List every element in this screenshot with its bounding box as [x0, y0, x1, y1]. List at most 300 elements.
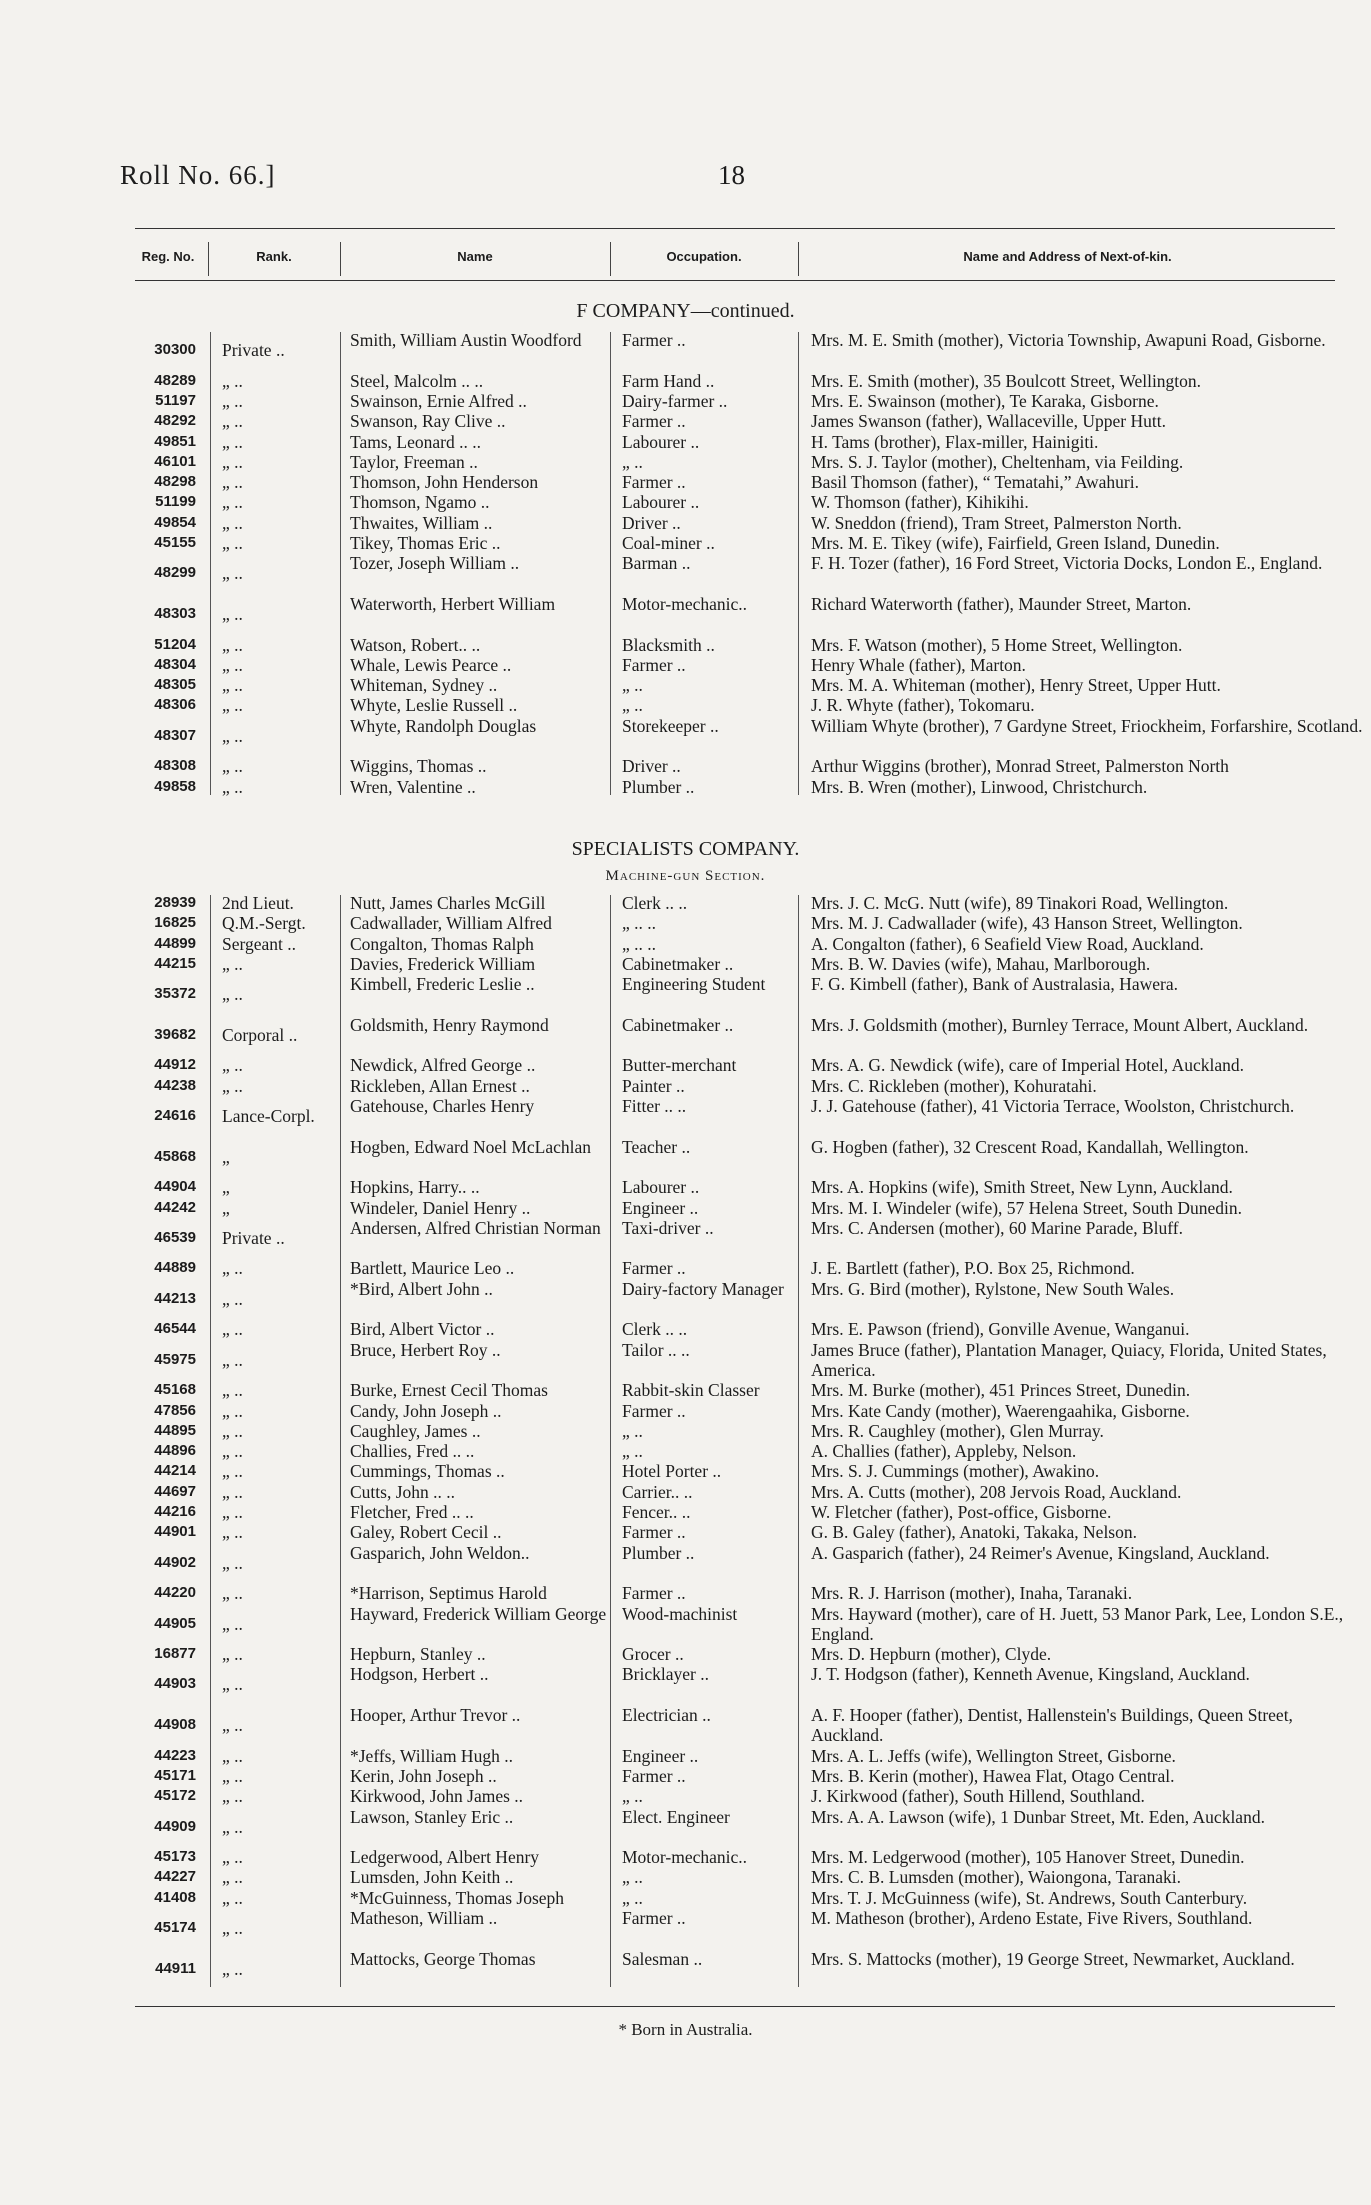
- table-row: [0, 1664, 1371, 1704]
- reg-no-cell: 45172: [154, 1787, 196, 1805]
- occupation-cell: Driver ..: [622, 756, 681, 777]
- table-row: [0, 1482, 1371, 1502]
- occupation-cell: Farmer ..: [622, 654, 686, 675]
- name-cell: Congalton, Thomas Ralph: [350, 933, 534, 954]
- occupation-cell: Storekeeper ..: [622, 715, 719, 736]
- next-of-kin-cell: Mrs. B. Wren (mother), Linwood, Christchurch.: [811, 776, 1148, 797]
- rank-cell: „: [222, 1197, 230, 1218]
- name-cell: Ledgerwood, Albert Henry: [350, 1847, 540, 1868]
- rank-cell: „ ..: [222, 603, 243, 624]
- rank-cell: „ ..: [222, 1887, 243, 1908]
- rank-cell: „ ..: [222, 533, 243, 553]
- next-of-kin-cell: Mrs. E. Swainson (mother), Te Karaka, Gisborne.: [811, 390, 1159, 411]
- reg-no-cell: 44901: [154, 1523, 196, 1541]
- table-row: [0, 1137, 1371, 1177]
- name-cell: Swanson, Ray Clive ..: [350, 411, 506, 432]
- next-of-kin-cell: Mrs. R. J. Harrison (mother), Inaha, Taranaki.: [811, 1583, 1133, 1604]
- name-cell: Whale, Lewis Pearce ..: [350, 654, 512, 675]
- table-row: [0, 1177, 1371, 1197]
- rank-cell: „ ..: [222, 1075, 243, 1096]
- next-of-kin-cell: F. H. Tozer (father), 16 Ford Street, Victoria Docks, London E., England.: [811, 553, 1323, 574]
- occupation-cell: Carrier.. ..: [622, 1481, 693, 1502]
- next-of-kin-cell: Henry Whale (father), Marton.: [811, 654, 1026, 675]
- table-row: [0, 1543, 1371, 1583]
- reg-no-cell: 45174: [154, 1919, 196, 1936]
- reg-no-cell: 30300: [154, 341, 196, 358]
- occupation-cell: Dairy-farmer ..: [622, 390, 728, 411]
- reg-no-cell: 49851: [154, 432, 196, 450]
- table-row: [0, 1847, 1371, 1867]
- occupation-cell: Plumber ..: [622, 776, 695, 797]
- next-of-kin-cell: Arthur Wiggins (brother), Monrad Street, Palmerston North: [811, 756, 1229, 777]
- rank-cell: „ ..: [222, 1918, 243, 1938]
- reg-no-cell: 28939: [154, 894, 196, 911]
- column-divider: [610, 895, 611, 1987]
- table-row: [0, 1908, 1371, 1948]
- reg-no-cell: 48305: [154, 676, 196, 694]
- table-row: [0, 974, 1371, 1014]
- rank-cell: „ ..: [222, 390, 243, 411]
- occupation-cell: Cabinetmaker ..: [622, 1014, 734, 1035]
- rank-cell: „ ..: [222, 1765, 243, 1786]
- occupation-cell: Grocer ..: [622, 1644, 684, 1665]
- reg-no-cell: 51199: [155, 493, 196, 511]
- col-separator: [208, 242, 209, 276]
- reg-no-cell: 48292: [154, 412, 196, 430]
- rank-cell: „: [222, 1177, 230, 1198]
- reg-no-cell: 44242: [154, 1198, 196, 1216]
- table-row: [0, 1502, 1371, 1522]
- rank-cell: „ ..: [222, 984, 243, 1005]
- table-row: [0, 1807, 1371, 1847]
- reg-no-cell: 44220: [154, 1584, 196, 1602]
- table-row: [0, 1461, 1371, 1481]
- next-of-kin-cell: Mrs. A. Hopkins (wife), Smith Street, New Lynn, Auckland.: [811, 1177, 1233, 1198]
- reg-no-cell: 46544: [154, 1320, 196, 1338]
- occupation-cell: „ ..: [622, 1420, 643, 1441]
- next-of-kin-cell: J. E. Bartlett (father), P.O. Box 25, Richmond.: [811, 1258, 1135, 1279]
- col-next-of-kin: Name and Address of Next-of-kin.: [963, 248, 1172, 264]
- rank-cell: „ ..: [222, 1055, 243, 1076]
- table-row: [0, 1867, 1371, 1887]
- table-row: [0, 1015, 1371, 1055]
- next-of-kin-cell: Mrs. D. Hepburn (mother), Clyde.: [811, 1644, 1052, 1665]
- next-of-kin-cell: W. Thomson (father), Kihikihi.: [811, 492, 1029, 513]
- next-of-kin-cell: William Whyte (brother), 7 Gardyne Street, Friockheim, Forfarshire, Scotland.: [811, 715, 1363, 736]
- rank-cell: Corporal ..: [222, 1024, 298, 1045]
- name-cell: Hooper, Arthur Trevor ..: [350, 1705, 521, 1725]
- page-number: 18: [718, 160, 745, 190]
- occupation-cell: „ ..: [622, 695, 643, 716]
- rank-cell: „ ..: [222, 1349, 243, 1370]
- reg-no-cell: 45168: [154, 1381, 196, 1399]
- name-cell: Mattocks, George Thomas: [350, 1948, 536, 1969]
- occupation-cell: „ ..: [622, 675, 643, 696]
- table-row: [0, 533, 1371, 553]
- next-of-kin-cell: Mrs. C. Andersen (mother), 60 Marine Parade, Bluff.: [811, 1217, 1183, 1238]
- next-of-kin-cell: Mrs. M. J. Cadwallader (wife), 43 Hanson Street, Wellington.: [811, 913, 1243, 934]
- table-row: [0, 1319, 1371, 1339]
- rank-cell: „ ..: [222, 512, 243, 533]
- rank-cell: „ ..: [222, 1461, 243, 1482]
- occupation-cell: Dairy-factory Manager: [622, 1278, 784, 1299]
- table-row: [0, 1604, 1371, 1644]
- name-cell: Andersen, Alfred Christian Norman: [350, 1217, 601, 1238]
- reg-no-cell: 48298: [154, 473, 196, 491]
- column-divider: [340, 332, 341, 795]
- occupation-cell: Engineering Student: [622, 974, 766, 995]
- next-of-kin-cell: Mrs. M. E. Tikey (wife), Fairfield, Green Island, Dunedin.: [811, 533, 1220, 553]
- occupation-cell: Painter ..: [622, 1075, 685, 1096]
- next-of-kin-cell: A. F. Hooper (father), Dentist, Hallenstein's Buildings, Queen Street, Auckland.: [811, 1705, 1293, 1745]
- rank-cell: Private ..: [222, 340, 285, 360]
- rank-cell: „ ..: [222, 776, 243, 797]
- subsection-title-machine-gun: Machine-gun Section.: [605, 868, 766, 884]
- occupation-cell: Motor-mechanic..: [622, 1847, 748, 1868]
- reg-no-cell: 51197: [155, 391, 196, 409]
- reg-no-cell: 48307: [154, 726, 196, 744]
- occupation-cell: Tailor .. ..: [622, 1339, 690, 1360]
- occupation-cell: Farmer ..: [622, 1258, 686, 1279]
- next-of-kin-cell: Mrs. S. J. Taylor (mother), Cheltenham, via Feilding.: [811, 451, 1184, 472]
- next-of-kin-cell: Mrs. R. Caughley (mother), Glen Murray.: [811, 1420, 1104, 1441]
- reg-no-cell: 48299: [154, 564, 196, 582]
- table-row: [0, 1441, 1371, 1461]
- reg-no-cell: 51204: [154, 635, 196, 653]
- col-name: Name: [457, 248, 493, 264]
- occupation-cell: Cabinetmaker ..: [622, 953, 734, 974]
- next-of-kin-cell: G. B. Galey (father), Anatoki, Takaka, Nelson.: [811, 1522, 1137, 1543]
- name-cell: Thomson, John Henderson: [350, 472, 539, 493]
- next-of-kin-cell: Mrs. Hayward (mother), care of H. Juett, 53 Manor Park, Lee, London S.E., England.: [811, 1603, 1344, 1644]
- occupation-cell: „ ..: [622, 1441, 643, 1462]
- table-row: [0, 553, 1371, 593]
- table-row: [0, 1258, 1371, 1278]
- reg-no-cell: 16825: [154, 914, 196, 932]
- reg-no-cell: 45171: [154, 1766, 196, 1784]
- occupation-cell: „ ..: [622, 1887, 643, 1908]
- table-row: [0, 675, 1371, 695]
- next-of-kin-cell: Mrs. S. Mattocks (mother), 19 George Street, Newmarket, Auckland.: [811, 1948, 1295, 1969]
- header-rule-top: [135, 228, 1335, 229]
- reg-no-cell: 48306: [154, 696, 196, 714]
- occupation-cell: Farmer ..: [622, 472, 686, 493]
- name-cell: Thwaites, William ..: [350, 512, 493, 533]
- occupation-cell: Farmer ..: [622, 1583, 686, 1604]
- name-cell: Bird, Albert Victor ..: [350, 1319, 495, 1340]
- rank-cell: „ ..: [222, 1380, 243, 1401]
- occupation-cell: Motor-mechanic..: [622, 593, 748, 614]
- table-row: [0, 893, 1371, 913]
- name-cell: *McGuinness, Thomas Joseph: [350, 1887, 565, 1908]
- rank-cell: „ ..: [222, 1867, 243, 1888]
- occupation-cell: Hotel Porter ..: [622, 1461, 722, 1482]
- occupation-cell: Salesman ..: [622, 1948, 703, 1969]
- table-row: [0, 1583, 1371, 1603]
- rank-cell: „ ..: [222, 1644, 243, 1665]
- name-cell: Swainson, Ernie Alfred ..: [350, 390, 527, 411]
- table-row: [0, 1055, 1371, 1075]
- column-divider: [340, 895, 341, 1987]
- rank-cell: „ ..: [222, 1613, 243, 1634]
- reg-no-cell: 44902: [154, 1553, 196, 1571]
- table-row: [0, 513, 1371, 533]
- name-cell: Waterworth, Herbert William: [350, 593, 556, 614]
- table-row: [0, 1340, 1371, 1380]
- name-cell: Windeler, Daniel Henry ..: [350, 1197, 531, 1218]
- rank-cell: Lance-Corpl.: [222, 1106, 315, 1126]
- rank-cell: „ ..: [222, 634, 243, 655]
- name-cell: Whyte, Leslie Russell ..: [350, 695, 518, 716]
- table-row: [0, 1279, 1371, 1319]
- name-cell: Cadwallader, William Alfred: [350, 913, 552, 934]
- next-of-kin-cell: Mrs. A. A. Lawson (wife), 1 Dunbar Street, Mt. Eden, Auckland.: [811, 1806, 1265, 1827]
- rank-cell: „ ..: [222, 1481, 243, 1502]
- next-of-kin-cell: Richard Waterworth (father), Maunder Street, Marton.: [811, 593, 1192, 614]
- reg-no-cell: 44904: [154, 1178, 196, 1196]
- occupation-cell: Engineer ..: [622, 1197, 699, 1218]
- reg-no-cell: 44889: [154, 1259, 196, 1277]
- table-row: [0, 1421, 1371, 1441]
- header-rule-bottom: [135, 280, 1335, 281]
- name-cell: Hogben, Edward Noel McLachlan: [350, 1136, 592, 1157]
- next-of-kin-cell: W. Sneddon (friend), Tram Street, Palmerston North.: [811, 512, 1182, 533]
- rank-cell: Sergeant ..: [222, 933, 297, 954]
- next-of-kin-cell: Mrs. C. B. Lumsden (mother), Waiongona, Taranaki.: [811, 1867, 1181, 1888]
- rank-cell: 2nd Lieut.: [222, 893, 294, 913]
- next-of-kin-cell: Mrs. M. A. Whiteman (mother), Henry Street, Upper Hutt.: [811, 675, 1221, 696]
- next-of-kin-cell: Mrs. B. Kerin (mother), Hawea Flat, Otago Central.: [811, 1765, 1175, 1786]
- reg-no-cell: 44895: [154, 1421, 196, 1439]
- rank-cell: „ ..: [222, 756, 243, 777]
- name-cell: Bartlett, Maurice Leo ..: [350, 1258, 515, 1279]
- rank-cell: „ ..: [222, 1583, 243, 1604]
- reg-no-cell: 44903: [154, 1675, 196, 1693]
- table-row: [0, 1766, 1371, 1786]
- reg-no-cell: 35372: [154, 985, 196, 1003]
- rank-cell: „ ..: [222, 411, 243, 432]
- next-of-kin-cell: A. Gasparich (father), 24 Reimer's Avenue, Kingsland, Auckland.: [811, 1542, 1270, 1563]
- next-of-kin-cell: James Swanson (father), Wallaceville, Upper Hutt.: [811, 411, 1166, 432]
- name-cell: Cutts, John .. ..: [350, 1481, 456, 1502]
- table-row: [0, 1949, 1371, 1989]
- col-separator: [798, 242, 799, 276]
- rank-cell: „ ..: [222, 1400, 243, 1421]
- occupation-cell: Labourer ..: [622, 492, 700, 513]
- rank-cell: Q.M.-Sergt.: [222, 913, 306, 934]
- table-row: [0, 913, 1371, 933]
- occupation-cell: „ .. ..: [622, 933, 657, 954]
- occupation-cell: Fencer.. ..: [622, 1502, 691, 1522]
- name-cell: Kimbell, Frederic Leslie ..: [350, 974, 535, 995]
- name-cell: *Jeffs, William Hugh ..: [350, 1745, 513, 1766]
- occupation-cell: „ .. ..: [622, 913, 657, 934]
- rank-cell: „ ..: [222, 1319, 243, 1340]
- col-rank: Rank.: [256, 248, 292, 264]
- table-row: [0, 1096, 1371, 1136]
- rank-cell: „ ..: [222, 1715, 243, 1735]
- name-cell: Gatehouse, Charles Henry: [350, 1096, 535, 1116]
- next-of-kin-cell: J. Kirkwood (father), South Hillend, Southland.: [811, 1786, 1145, 1807]
- table-row: [0, 1644, 1371, 1664]
- occupation-cell: Farmer ..: [622, 1908, 686, 1928]
- reg-no-cell: 44911: [155, 1959, 196, 1977]
- name-cell: Tozer, Joseph William ..: [350, 553, 520, 574]
- table-row: [0, 1076, 1371, 1096]
- column-divider: [610, 332, 611, 795]
- reg-no-cell: 44697: [154, 1482, 196, 1500]
- table-row: [0, 1705, 1371, 1745]
- occupation-cell: Butter-merchant: [622, 1055, 737, 1076]
- rank-cell: „ ..: [222, 492, 243, 513]
- table-row: [0, 1218, 1371, 1258]
- name-cell: Newdick, Alfred George ..: [350, 1055, 536, 1076]
- rank-cell: „ ..: [222, 431, 243, 452]
- reg-no-cell: 39682: [154, 1025, 196, 1043]
- name-cell: Hopkins, Harry.. ..: [350, 1177, 480, 1198]
- name-cell: Fletcher, Fred .. ..: [350, 1502, 474, 1522]
- footer-rule: [135, 2006, 1335, 2007]
- occupation-cell: Taxi-driver ..: [622, 1217, 714, 1238]
- rank-cell: „ ..: [222, 654, 243, 675]
- table-row: [0, 1746, 1371, 1766]
- name-cell: Watson, Robert.. ..: [350, 634, 481, 655]
- table-row: [0, 954, 1371, 974]
- occupation-cell: Engineer ..: [622, 1745, 699, 1766]
- occupation-cell: „ ..: [622, 451, 643, 472]
- occupation-cell: Bricklayer ..: [622, 1664, 709, 1685]
- occupation-cell: Farmer ..: [622, 1400, 686, 1421]
- reg-no-cell: 45155: [154, 534, 196, 551]
- next-of-kin-cell: Mrs. A. Cutts (mother), 208 Jervois Road, Auckland.: [811, 1481, 1182, 1502]
- reg-no-cell: 48303: [154, 604, 196, 622]
- reg-no-cell: 16877: [154, 1645, 196, 1663]
- table-row: [0, 411, 1371, 431]
- name-cell: Smith, William Austin Woodford: [350, 330, 582, 350]
- occupation-cell: Farmer ..: [622, 1765, 686, 1786]
- table-row: [0, 1401, 1371, 1421]
- rank-cell: „ ..: [222, 1816, 243, 1837]
- reg-no-cell: 49858: [154, 777, 196, 795]
- occupation-cell: Coal-miner ..: [622, 533, 715, 553]
- occupation-cell: Farmer ..: [622, 1522, 686, 1543]
- occupation-cell: „ ..: [622, 1786, 643, 1807]
- name-cell: Lawson, Stanley Eric ..: [350, 1806, 514, 1827]
- next-of-kin-cell: Mrs. Kate Candy (mother), Waerengaahika, Gisborne.: [811, 1400, 1190, 1421]
- table-row: [0, 756, 1371, 776]
- col-separator: [340, 242, 341, 276]
- table-row: [0, 452, 1371, 472]
- occupation-cell: Fitter .. ..: [622, 1096, 687, 1116]
- reg-no-cell: 44908: [154, 1716, 196, 1733]
- rank-cell: „ ..: [222, 953, 243, 974]
- rank-cell: Private ..: [222, 1227, 285, 1248]
- name-cell: Caughley, James ..: [350, 1420, 481, 1441]
- next-of-kin-cell: Mrs. J. C. McG. Nutt (wife), 89 Tinakori Road, Wellington.: [811, 893, 1229, 913]
- next-of-kin-cell: W. Fletcher (father), Post-office, Gisborne.: [811, 1502, 1112, 1522]
- reg-no-cell: 44896: [154, 1442, 196, 1460]
- reg-no-cell: 44238: [154, 1076, 196, 1094]
- name-cell: Hodgson, Herbert ..: [350, 1664, 489, 1685]
- rank-cell: „ ..: [222, 1288, 243, 1309]
- occupation-cell: „ ..: [622, 1867, 643, 1888]
- table-row: [0, 371, 1371, 391]
- next-of-kin-cell: A. Challies (father), Appleby, Nelson.: [811, 1441, 1077, 1462]
- column-divider: [210, 332, 211, 795]
- name-cell: Bruce, Herbert Roy ..: [350, 1339, 501, 1360]
- table-row: [0, 1786, 1371, 1806]
- rank-cell: „ ..: [222, 1258, 243, 1279]
- reg-no-cell: 44223: [154, 1746, 196, 1764]
- name-cell: Whiteman, Sydney ..: [350, 675, 498, 696]
- name-cell: Gasparich, John Weldon..: [350, 1542, 530, 1563]
- name-cell: Matheson, William ..: [350, 1908, 498, 1928]
- name-cell: Kerin, John Joseph ..: [350, 1765, 497, 1786]
- rank-cell: „ ..: [222, 1674, 243, 1695]
- name-cell: *Bird, Albert John ..: [350, 1278, 493, 1299]
- next-of-kin-cell: Mrs. M. I. Windeler (wife), 57 Helena Street, South Dunedin.: [811, 1197, 1243, 1218]
- reg-no-cell: 44214: [154, 1462, 196, 1480]
- name-cell: Whyte, Randolph Douglas: [350, 715, 537, 736]
- occupation-cell: Clerk .. ..: [622, 893, 688, 913]
- table-row: [0, 330, 1371, 370]
- rank-cell: „ ..: [222, 1522, 243, 1543]
- reg-no-cell: 44909: [154, 1817, 196, 1835]
- next-of-kin-cell: Mrs. E. Smith (mother), 35 Boulcott Street, Wellington.: [811, 370, 1202, 391]
- table-row: [0, 391, 1371, 411]
- reg-no-cell: 44912: [154, 1056, 196, 1074]
- reg-no-cell: 44216: [154, 1503, 196, 1520]
- rank-cell: „ ..: [222, 1552, 243, 1573]
- table-row: [0, 472, 1371, 492]
- reg-no-cell: 44213: [154, 1289, 196, 1307]
- table-row: [0, 635, 1371, 655]
- name-cell: Challies, Fred .. ..: [350, 1441, 475, 1462]
- table-row: [0, 716, 1371, 756]
- name-cell: Tams, Leonard .. ..: [350, 431, 481, 452]
- name-cell: Steel, Malcolm .. ..: [350, 370, 484, 391]
- reg-no-cell: 45173: [154, 1848, 196, 1866]
- occupation-cell: Farmer ..: [622, 411, 686, 432]
- reg-no-cell: 48304: [154, 655, 196, 673]
- occupation-cell: Teacher ..: [622, 1136, 691, 1157]
- rank-cell: „ ..: [222, 725, 243, 746]
- reg-no-cell: 46101: [154, 452, 196, 470]
- table-row: [0, 594, 1371, 634]
- occupation-cell: Labourer ..: [622, 1177, 700, 1198]
- rank-cell: „ ..: [222, 1847, 243, 1868]
- next-of-kin-cell: Mrs. G. Bird (mother), Rylstone, New South Wales.: [811, 1278, 1175, 1299]
- name-cell: Wiggins, Thomas ..: [350, 756, 487, 777]
- next-of-kin-cell: Mrs. E. Pawson (friend), Gonville Avenue, Wanganui.: [811, 1319, 1190, 1340]
- next-of-kin-cell: Mrs. M. E. Smith (mother), Victoria Township, Awapuni Road, Gisborne.: [811, 330, 1326, 350]
- rank-cell: „: [222, 1146, 230, 1167]
- rank-cell: „ ..: [222, 1745, 243, 1766]
- section-title-f-company: F COMPANY—continued.: [576, 300, 795, 322]
- table-row: [0, 1888, 1371, 1908]
- table-row: [0, 695, 1371, 715]
- next-of-kin-cell: Basil Thomson (father), “ Tematahi,” Awahuri.: [811, 472, 1139, 493]
- occupation-cell: Clerk .. ..: [622, 1319, 688, 1340]
- col-occupation: Occupation.: [666, 248, 742, 264]
- name-cell: Burke, Ernest Cecil Thomas: [350, 1380, 548, 1401]
- occupation-cell: Labourer ..: [622, 431, 700, 452]
- rank-cell: „ ..: [222, 1958, 243, 1979]
- name-cell: Thomson, Ngamo ..: [350, 492, 490, 513]
- next-of-kin-cell: J. T. Hodgson (father), Kenneth Avenue, Kingsland, Auckland.: [811, 1664, 1250, 1685]
- table-row: [0, 1380, 1371, 1400]
- next-of-kin-cell: Mrs. F. Watson (mother), 5 Home Street, Wellington.: [811, 634, 1183, 655]
